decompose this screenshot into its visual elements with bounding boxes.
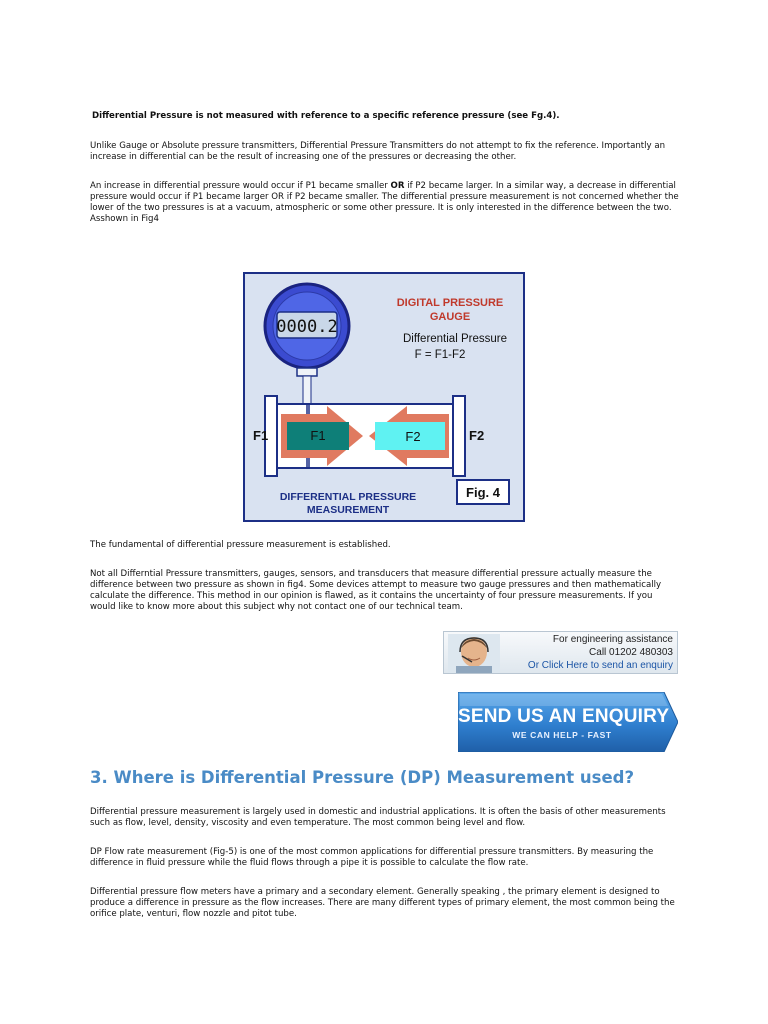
diff-pressure-label: Differential Pressure <box>403 333 507 345</box>
increase-or: OR <box>390 181 405 191</box>
figure-4-diagram <box>243 272 525 522</box>
flow-meters-paragraph: Differential pressure flow meters have a primary and a secondary element. Generally speaking , the primary element is designed to produce a difference in pressure as the flow increases. There are many different types of primary element, the most common being the orifice plate, venturi, flow nozzle and pitot tube. <box>90 887 675 919</box>
caption-line-2: MEASUREMENT <box>306 504 390 516</box>
increase-text-1: An increase in differential pressure would occur if P1 became smaller <box>90 181 391 191</box>
flow-rate-paragraph: DP Flow rate measurement (Fig-5) is one of the most common applications for differential pressure transmitters. By measuring the difference in fluid pressure while the fluid flows through a pipe it is possible to calculate the flow rate. <box>90 847 654 868</box>
section-3-heading: 3. Where is Differential Pressure (DP) Measurement used? <box>90 768 635 787</box>
not-all-paragraph: Not all Differntial Pressure transmitters, gauges, sensors, and transducers that measure differential pressure actually measure the difference between two pressure as shown in fig4. Some devices attempt to measure two gauge pressures and then mathematically calculate the difference. This method in our opinion is flawed, as it contains the uncertainty of four pressure measurements. If you would like to know more about this subject why not contact one of our technical team. <box>90 569 662 612</box>
lead-paragraph: Differential Pressure is not measured with reference to a specific reference pressure (see Fg.4). <box>92 111 560 121</box>
fundamental-paragraph: The fundamental of differential pressure measurement is established. <box>90 540 391 550</box>
unlike-paragraph: Unlike Gauge or Absolute pressure transmitters, Differential Pressure Transmitters do not attempt to fix the reference. Importantly an increase in differential can be the result of increasing one of the pressures or decreasing the other. <box>90 141 666 162</box>
enquiry-label: SEND US AN ENQUIRY <box>458 706 670 727</box>
assist-line-1: For engineering assistance <box>552 634 673 645</box>
support-agent-photo <box>448 634 500 674</box>
engineering-assistance-banner[interactable] <box>443 631 678 674</box>
send-enquiry-button[interactable] <box>458 692 678 752</box>
f2-outer-label: F2 <box>469 428 485 443</box>
f1-outer-label: F1 <box>253 428 269 443</box>
gauge-reading: 0000.2 <box>276 317 338 337</box>
increase-text-2: if P2 became larger. In a similar way, a decrease in differential pressure would occur if P1 became larger OR if P2 became smaller. The differential pressure measurement is not concerned whether the lower of the two pressures is at a vacuum, atmospheric or some other pressure. It is only interested in the difference between the two. Asshown in Fig4 <box>90 181 679 224</box>
enquiry-sublabel: WE CAN HELP - FAST <box>512 730 612 740</box>
gauge-title-1: DIGITAL PRESSURE <box>396 297 504 309</box>
f1-inner-label: F1 <box>310 428 326 443</box>
dp-used-paragraph: Differential pressure measurement is largely used in domestic and industrial applications. It is often the basis of other measurements such as flow, level, density, viscosity and even temperature. The most common being level and flow. <box>90 807 666 828</box>
pipe-flange-right <box>453 396 465 476</box>
f2-inner-label: F2 <box>405 429 421 444</box>
caption-line-1: DIFFERENTIAL PRESSURE <box>279 491 417 503</box>
increase-paragraph <box>90 181 680 225</box>
assist-enquiry-link[interactable]: Or Click Here to send an enquiry <box>527 660 673 671</box>
assist-phone: Call 01202 480303 <box>589 647 673 658</box>
diff-formula: F = F1-F2 <box>414 349 466 361</box>
fig-label: Fig. 4 <box>466 485 500 500</box>
gauge-title-2: GAUGE <box>429 311 471 323</box>
